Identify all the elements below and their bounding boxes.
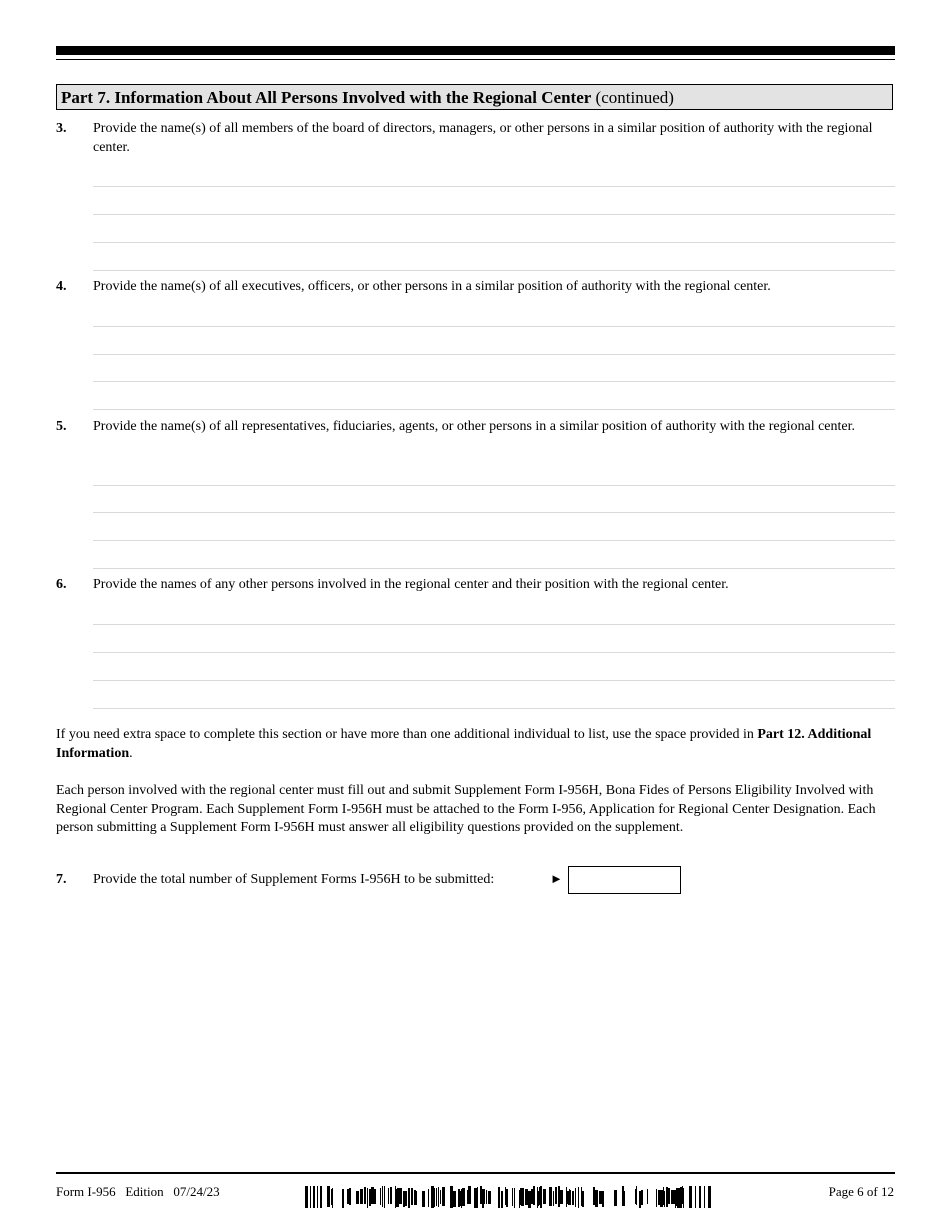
question-4-answer-line[interactable] (93, 381, 895, 382)
question-4-number: 4. (56, 279, 67, 294)
question-5-answer-line[interactable] (93, 485, 895, 486)
question-5-answer-line[interactable] (93, 568, 895, 569)
part-12-reference: Part 12. Additional Information (56, 727, 872, 761)
form-edition: Form I-956 Edition 07/24/23 (56, 1184, 220, 1199)
arrow-right-icon: ► (550, 871, 563, 886)
question-3-number: 3. (56, 121, 67, 136)
page-number: Page 6 of 12 (828, 1184, 894, 1199)
question-4-answer-line[interactable] (93, 326, 895, 327)
question-6-answer-line[interactable] (93, 624, 895, 625)
barcode-icon (305, 1186, 714, 1208)
question-4-answer-line[interactable] (93, 409, 895, 410)
question-7-text: Provide the total number of Supplement Forms I-956H to be submitted: (93, 872, 495, 887)
extra-space-note (56, 726, 895, 763)
question-5-answer-line[interactable] (93, 512, 895, 513)
extra-space-text: If you need extra space to complete this section or have more than one additional individual to list, use the space provided in (56, 727, 758, 742)
question-6-answer-line[interactable] (93, 708, 895, 709)
top-rule-thick (56, 46, 895, 55)
question-6-text: Provide the names of any other persons involved in the regional center and their position with the regional center. (93, 577, 729, 592)
supplement-note: Each person involved with the regional center must fill out and submit Supplement Form I-956H, Bona Fides of Persons Eligibility Involved with Regional Center Program. Each Supplement Form I-956H must be attached to the Form I-956, Application for Regional Center Designation. Each person submitting a Supplement Form I-956H must answer all eligibility questions provided on the supplement. (56, 783, 876, 835)
question-6-number: 6. (56, 577, 67, 592)
question-4-answer-line[interactable] (93, 354, 895, 355)
question-3-text: Provide the name(s) of all members of the board of directors, managers, or other persons in a similar position of authority with the regional center. (93, 121, 873, 155)
question-3-answer-line[interactable] (93, 270, 895, 271)
question-5-number: 5. (56, 419, 67, 434)
question-4-text: Provide the name(s) of all executives, officers, or other persons in a similar position of authority with the regional center. (93, 279, 771, 294)
question-3-answer-line[interactable] (93, 214, 895, 215)
question-7-number: 7. (56, 872, 67, 887)
part-title: Part 7. Information About All Persons Involved with the Regional Center (61, 88, 592, 107)
question-3-answer-line[interactable] (93, 242, 895, 243)
supplement-count-input[interactable] (568, 866, 681, 894)
question-3-answer-line[interactable] (93, 186, 895, 187)
part-suffix: (continued) (591, 88, 674, 107)
footer-rule (56, 1172, 895, 1174)
question-6-answer-line[interactable] (93, 652, 895, 653)
extra-space-end: . (129, 745, 133, 761)
top-rule-thin (56, 59, 895, 60)
question-5-answer-line[interactable] (93, 540, 895, 541)
question-5-text: Provide the name(s) of all representatives, fiduciaries, agents, or other persons in a similar position of authority with the regional center. (93, 419, 856, 434)
part-7-header (56, 84, 893, 110)
question-6-answer-line[interactable] (93, 680, 895, 681)
